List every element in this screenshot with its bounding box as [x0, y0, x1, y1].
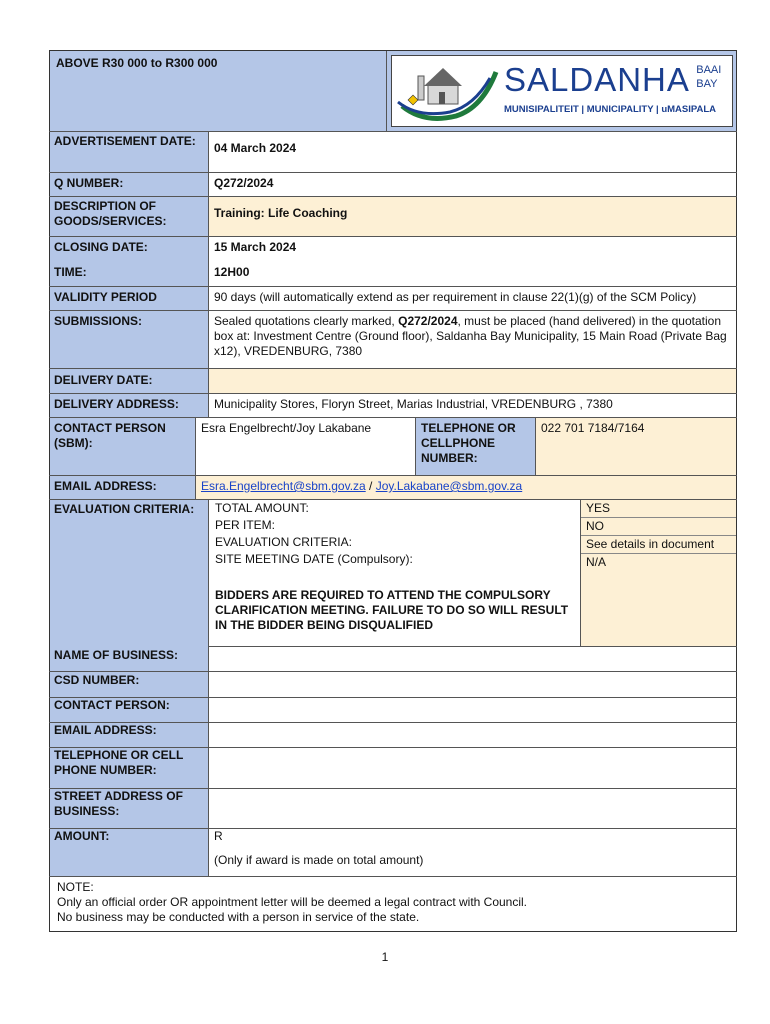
bidder-email-field[interactable] [208, 722, 736, 747]
label-advert-date: ADVERTISEMENT DATE: [50, 131, 208, 172]
label-evaluation: EVALUATION CRITERIA: [50, 499, 208, 646]
delivery-date-value[interactable] [208, 368, 736, 393]
range-title-cell [50, 51, 386, 131]
note-line-2: No business may be conducted with a person in service of the state. [57, 910, 420, 924]
note-section [50, 876, 736, 931]
contact-person-value: Esra Engelbrecht/Joy Lakabane [195, 417, 415, 475]
note-line-1: Only an official order OR appointment letter will be deemed a legal contract with Council. [57, 895, 528, 909]
label-amount: AMOUNT: [50, 828, 208, 876]
evaluation-criteria-list [208, 499, 580, 646]
note-title: NOTE: [57, 880, 94, 894]
logo-tagline: MUNISIPALITEIT | MUNICIPALITY | uMASIPALA [504, 104, 717, 115]
label-q-number: Q NUMBER: [50, 172, 208, 196]
telephone-value: 022 701 7184/7164 [535, 417, 736, 475]
eval-value-per-item: NO [580, 518, 736, 536]
eval-value-criteria: See details in document [580, 536, 736, 554]
eval-value-site-meeting: N/A [586, 555, 607, 569]
logo-wordmark [504, 60, 721, 100]
business-name-field[interactable] [208, 646, 736, 671]
label-delivery-date: DELIVERY DATE: [50, 368, 208, 393]
advert-date-value: 04 March 2024 [208, 131, 736, 172]
label-closing-date: CLOSING DATE: [50, 236, 208, 260]
amount-note: (Only if award is made on total amount) [214, 853, 424, 867]
label-delivery-address: DELIVERY ADDRESS: [50, 393, 208, 417]
municipality-emblem-icon [394, 58, 499, 124]
logo-suffix-bay: BAY [696, 78, 718, 90]
bidder-phone-field[interactable] [208, 747, 736, 788]
amount-prefix: R [214, 829, 223, 843]
eval-warning: BIDDERS ARE REQUIRED TO ATTEND THE COMPULSORY CLARIFICATION MEETING. FAILURE TO DO SO WILL RESULT IN THE BIDDER BEING DISQUALIFIED [215, 588, 569, 632]
range-title: ABOVE R30 000 to R300 000 [56, 56, 218, 70]
label-email: EMAIL ADDRESS: [50, 475, 195, 499]
email-value: Esra.Engelbrecht@sbm.gov.za / Joy.Lakabane@sbm.gov.za [195, 475, 736, 499]
label-bidder-phone: TELEPHONE OR CELL PHONE NUMBER: [50, 747, 208, 788]
page-number: 1 [381, 950, 389, 964]
label-contact-person: CONTACT PERSON (SBM): [50, 417, 195, 475]
q-number-value: Q272/2024 [208, 172, 736, 196]
label-bidder-contact: CONTACT PERSON: [50, 697, 208, 722]
closing-date-value: 15 March 2024 [208, 236, 736, 260]
label-street-address: STREET ADDRESS OF BUSINESS: [50, 788, 208, 828]
csd-number-field[interactable] [208, 671, 736, 697]
amount-field[interactable] [208, 828, 736, 876]
logo-suffix-baai: BAAI [696, 64, 722, 76]
eval-value-total: YES [580, 501, 736, 518]
validity-value: 90 days (will automatically extend as per requirement in clause 22(1)(g) of the SCM Policy) [208, 286, 736, 310]
logo-brand: SALDANHA [504, 61, 690, 98]
eval-item-total: TOTAL AMOUNT: [215, 501, 309, 515]
label-telephone: TELEPHONE OR CELLPHONE NUMBER: [415, 417, 535, 475]
delivery-address-value: Municipality Stores, Floryn Street, Marias Industrial, VREDENBURG , 7380 [208, 393, 736, 417]
label-bidder-email: EMAIL ADDRESS: [50, 722, 208, 747]
label-time: TIME: [50, 260, 208, 286]
label-validity: VALIDITY PERIOD [50, 286, 208, 310]
email-link-joy[interactable]: Joy.Lakabane@sbm.gov.za [375, 479, 523, 493]
email-link-esra[interactable]: Esra.Engelbrecht@sbm.gov.za [201, 479, 366, 493]
logo-cell [386, 51, 736, 131]
label-csd-number: CSD NUMBER: [50, 671, 208, 697]
description-value: Training: Life Coaching [208, 196, 736, 236]
label-submissions: SUBMISSIONS: [50, 310, 208, 368]
submissions-value: Sealed quotations clearly marked, Q272/2024, must be placed (hand delivered) in the quotation box at: Investment Centre (Ground floor), Saldanha Bay Municipality, 15 Main Road (Private Bag x12), VREDENBURG, 7380 [208, 310, 736, 368]
label-description: DESCRIPTION OF GOODS/SERVICES: [50, 196, 208, 236]
bidder-contact-field[interactable] [208, 697, 736, 722]
eval-item-site-meeting: SITE MEETING DATE (Compulsory): [215, 552, 413, 566]
evaluation-values [580, 499, 736, 646]
eval-item-criteria: EVALUATION CRITERIA: [215, 535, 352, 549]
label-business-name: NAME OF BUSINESS: [50, 646, 208, 671]
street-address-field[interactable] [208, 788, 736, 828]
municipality-logo [391, 55, 733, 127]
eval-item-per-item: PER ITEM: [215, 518, 276, 532]
time-value: 12H00 [208, 260, 736, 286]
